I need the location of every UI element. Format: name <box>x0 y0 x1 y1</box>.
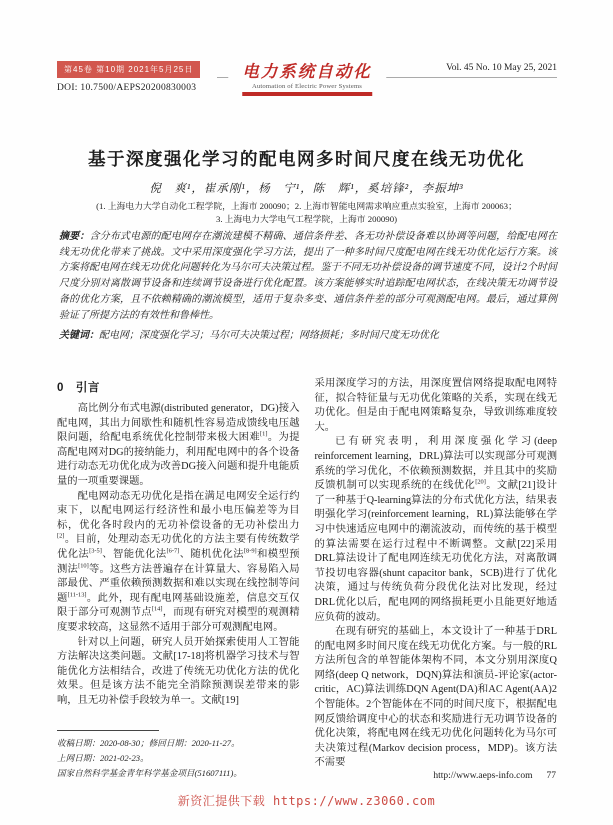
footnote-funding: 国家自然科学基金青年科学基金项目(51607111)。 <box>57 768 242 778</box>
affiliation-line-1: (1. 上海电力大学自动化工程学院，上海市 200090；2. 上海市智能电网需求响应重点实验室，上海市 200063； <box>96 201 517 211</box>
paragraph: 高比例分布式电源(distributed generator，DG)接入配电网，其出力间歇性和随机性容易造成馈线电压越限问题，给配电系统优化控制带来极大困难[1]。为提高配电网对DG的接纳能力，利用配电网中的各个设备进行动态无功优化成为改善DG接入问题和提升电能质量的一项重要课题。 <box>57 403 300 487</box>
paragraph: 在现有研究的基础上，本文设计了一种基于DRL的配电网多时间尺度在线无功优化方案。与一般的RL方法所包含的单智能体架构不同，本文分别用深度Q网络(deep Q network，DQN)算法和演员-评论家(actor-critic，AC)算法训练DQN Agent(DA)和AC Agent(AA)2个智能体。2个智能体在不同的时间尺度下，根据配电网反馈给调度中心的状态和奖励进行无功调节设备的优化决策，将配电网在线无功优化问题转化为马尔可夫决策过程(Markov decision process，MDP)。该方法不需要 <box>314 626 557 769</box>
section-title: 引言 <box>75 382 100 394</box>
paragraph: 已有研究表明，利用深度强化学习(deep reinforcement learning，DRL)算法可以实现部分可观测系统的学习优化，不依赖预测数据，并且其中的奖励反馈机制可以实现系统的在线优化[20]。文献[21]设计了一种基于Q-learning算法的分布式优化方法，结果表明强化学习(reinforcement learning，RL)算法能够在学习中快速适应电网中的潮流波动，而传统的基于模型的算法需要在运行过程中不断调整。文献[22]采用DRL算法设计了配电网连续无功优化方法，对离散调节投切电容器(shunt capacitor bank，SCB)进行了优化决策，通过与传统负荷分段优化法对比发现，经过DRL优化以后，配电网的网络损耗更小且能更好地适应负荷的波动。 <box>314 436 558 623</box>
authors-line: 倪 爽¹，崔承刚¹，杨 宁¹，陈 辉¹，奚培锋²，李振坤³ <box>149 183 464 195</box>
right-column <box>315 377 558 781</box>
section-number: 0 <box>57 382 64 394</box>
page-footer <box>433 771 556 781</box>
article-title: 基于深度强化学习的配电网多时间尺度在线无功优化 <box>88 149 525 169</box>
affiliation-line-2: 3. 上海电力大学电气工程学院，上海市 200090) <box>215 213 398 224</box>
keywords-paragraph <box>59 328 557 344</box>
journal-url-link[interactable]: http://www.aeps-info.com <box>433 771 533 781</box>
journal-name-en: Automation of Electric Power Systems <box>251 83 363 90</box>
volume-info-en: Vol. 45 No. 10 May 25, 2021 <box>446 63 557 73</box>
journal-logo <box>228 58 386 96</box>
left-column <box>57 377 300 781</box>
paragraph: 采用深度学习的方法，用深度置信网络提取配电网特征，拟合特征量与无功优化策略的关系，实现在线无功优化。但是由于配电网策略复杂，导致训练难度较大。 <box>314 378 557 433</box>
doi-text: DOI: 10.7500/AEPS20200830003 <box>57 83 197 93</box>
journal-name-cn: 电力系统自动化 <box>242 62 372 81</box>
page-header <box>57 60 557 106</box>
footnote-dates: 收稿日期：2020-08-30；修回日期：2020-11-27。 <box>57 738 240 748</box>
keywords-label: 关键词： <box>59 330 99 342</box>
abstract-paragraph <box>59 229 557 323</box>
issue-info-badge: 第45卷 第10期 2021年5月25日 <box>57 61 200 78</box>
logo-underline-bar <box>242 92 372 96</box>
page-number: 77 <box>546 771 556 781</box>
footnote-divider <box>57 730 159 731</box>
two-column-body <box>57 377 557 781</box>
abstract-block <box>59 229 557 344</box>
footnote-online-date: 上网日期：2021-02-23。 <box>57 753 149 763</box>
watermark-link[interactable]: 新资汇提供下载 https://www.z3060.com <box>177 794 436 808</box>
section-heading <box>57 379 300 395</box>
paragraph: 配电网动态无功优化是指在满足电网安全运行约束下，以配电网运行经济性和最小电压偏差等为目标，优化各时段内的无功补偿设备的无功补偿出力[2]。目前，处理动态无功优化的方法主要有传统数学优化法[3-5]、智能优化法[6-7]、随机优化法[8-9]和模型预测法[10]等。这些方法普遍存在计算量大、容易陷入局部最优、严重依赖预测数据和难以实现在线控制等问题[11-13]。此外，现有配电网基础设施差，信息交互仅限于部分可观测节点[14]，而现有研究对模型的观测精度要求较高，这显然不适用于部分可观测配电网。 <box>57 490 300 633</box>
keywords-text: 配电网；深度强化学习；马尔可夫决策过程；网络损耗；多时间尺度无功优化 <box>99 330 439 342</box>
paragraph: 针对以上问题，研究人员开始探索使用人工智能方法解决这类问题。文献[17-18]将机器学习技术与智能优化方法相结合，改进了传统无功优化方法的优化效果。但是该方法不能完全消除预测误差带来的影响，且无功补偿手段较为单一。文献[19] <box>57 636 300 706</box>
abstract-label: 摘要： <box>59 231 90 242</box>
footnote-block <box>57 722 300 781</box>
abstract-text: 含分布式电源的配电网存在潮流建模不精确、通信条件差、各无功补偿设备难以协调等问题，给配电网在线无功优化带来了挑战。文中采用深度强化学习方法，提出了一种多时间尺度配电网在线无功优化运行方案。该方案将配电网在线无功优化问题转化为马尔可夫决策过程。鉴于不同无功补偿设备的调节速度不同，设计2个时间尺度分别对离散调节设备和连续调节设备进行优化配置。该方案能够实时追踪配电网状态，在线决策无功调节设备的优化方案，且不依赖精确的潮流模型，适用于复杂多变、通信条件差的部分可观测配电网。最后，通过算例验证了所提方法的有效性和鲁棒性。 <box>59 231 557 321</box>
